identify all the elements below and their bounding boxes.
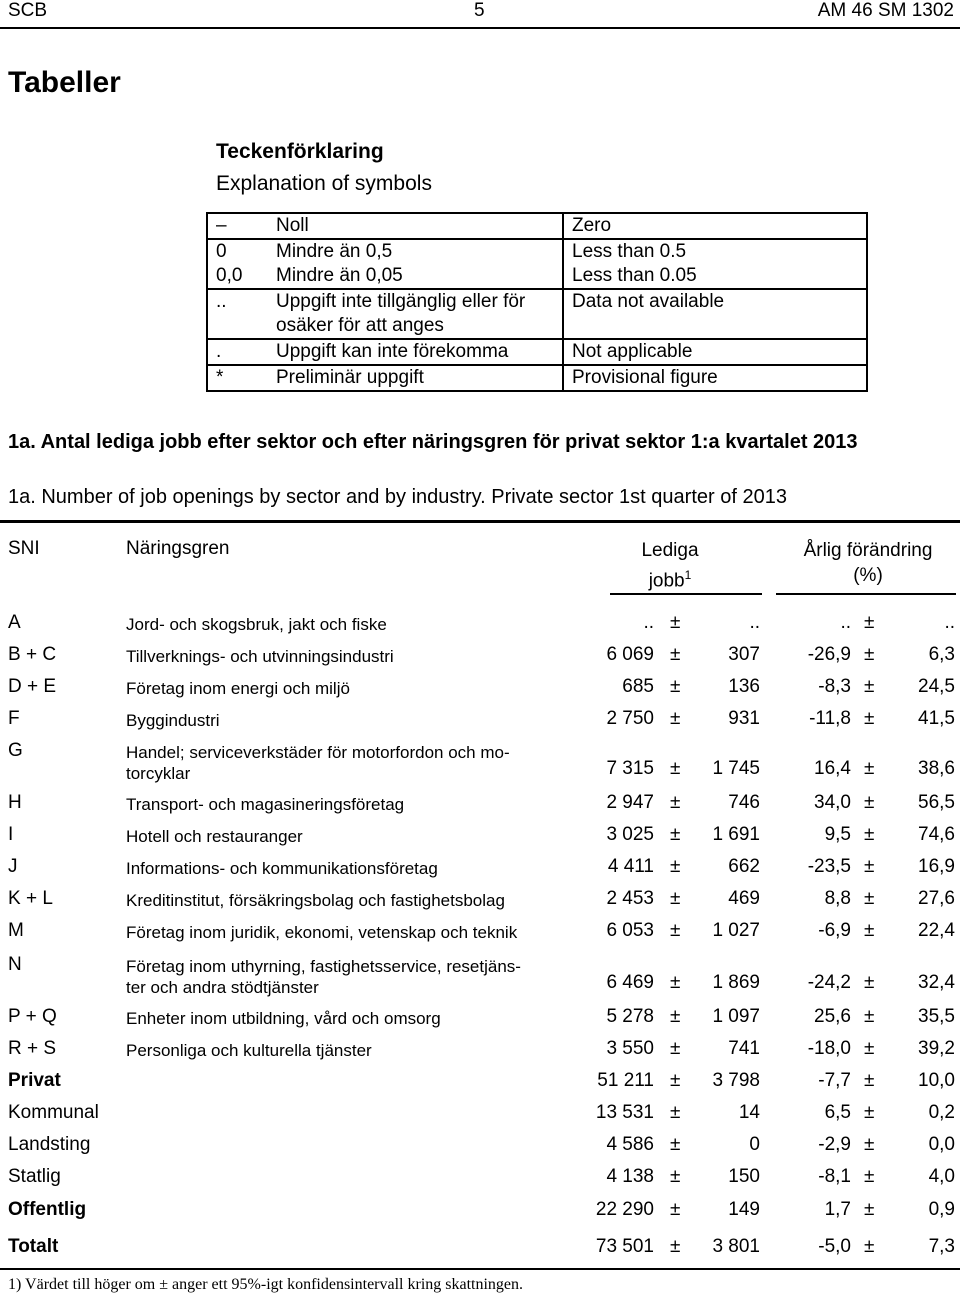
row-code: Kommunal bbox=[8, 1102, 99, 1123]
table-row bbox=[0, 856, 960, 888]
row-code: D + E bbox=[8, 676, 57, 697]
row-vacancies-ci: 662 bbox=[728, 856, 760, 877]
table-row bbox=[0, 824, 960, 856]
row-plusminus: ± bbox=[670, 856, 681, 877]
header-rule bbox=[0, 27, 960, 29]
row-plusminus: ± bbox=[864, 676, 875, 697]
row-vacancies: 4 586 bbox=[606, 1134, 654, 1155]
row-annual-change: 25,6 bbox=[814, 1006, 851, 1027]
row-vacancies-ci: 1 869 bbox=[712, 972, 760, 993]
row-change-ci: 16,9 bbox=[918, 856, 955, 877]
row-annual-change: .. bbox=[840, 612, 851, 633]
row-annual-change: -24,2 bbox=[807, 972, 851, 993]
footnote: 1) Värdet till höger om ± anger ett 95%-igt konfidensintervall kring skattningen. bbox=[8, 1276, 524, 1293]
row-plusminus: ± bbox=[864, 758, 875, 779]
row-vacancies: .. bbox=[643, 612, 654, 633]
row-change-ci: 41,5 bbox=[918, 708, 955, 729]
legend-text-en: Zero bbox=[563, 213, 867, 239]
row-vacancies-ci: 14 bbox=[738, 1102, 760, 1123]
table-row bbox=[0, 612, 960, 644]
legend-text-en: Less than 0.5 Less than 0.05 bbox=[563, 239, 867, 289]
row-change-ci: 10,0 bbox=[918, 1070, 955, 1091]
col-header-change-line2: (%) bbox=[853, 565, 883, 586]
table-row bbox=[0, 1134, 960, 1166]
row-change-ci: 22,4 bbox=[918, 920, 955, 941]
row-plusminus: ± bbox=[670, 1102, 681, 1123]
row-plusminus: ± bbox=[670, 824, 681, 845]
table-row bbox=[0, 708, 960, 740]
legend-text-sv: Uppgift kan inte förekomma bbox=[268, 339, 563, 365]
row-vacancies: 6 069 bbox=[606, 644, 654, 665]
legend-symbol: . bbox=[207, 339, 268, 365]
row-annual-change: -7,7 bbox=[818, 1070, 851, 1091]
row-vacancies: 4 411 bbox=[607, 856, 654, 877]
row-change-ci: .. bbox=[944, 612, 955, 633]
col-rule-change bbox=[776, 593, 956, 595]
row-code: M bbox=[8, 920, 24, 941]
row-annual-change: 34,0 bbox=[814, 792, 851, 813]
row-vacancies: 6 469 bbox=[606, 972, 654, 993]
legend-row bbox=[207, 365, 867, 391]
row-vacancies: 6 053 bbox=[606, 920, 654, 941]
row-vacancies: 4 138 bbox=[606, 1166, 654, 1187]
row-annual-change: -5,0 bbox=[818, 1236, 851, 1257]
row-plusminus: ± bbox=[864, 1102, 875, 1123]
row-industry-name: Företag inom energi och miljö bbox=[126, 679, 350, 698]
page-title: Tabeller bbox=[8, 66, 121, 99]
header-left: SCB bbox=[8, 0, 48, 21]
row-plusminus: ± bbox=[864, 824, 875, 845]
row-vacancies-ci: 746 bbox=[728, 792, 760, 813]
row-vacancies-ci: 931 bbox=[728, 708, 760, 729]
row-vacancies: 3 550 bbox=[606, 1038, 654, 1059]
row-vacancies: 2 750 bbox=[606, 708, 654, 729]
row-plusminus: ± bbox=[670, 920, 681, 941]
row-plusminus: ± bbox=[670, 676, 681, 697]
legend-text-en: Not applicable bbox=[563, 339, 867, 365]
row-industry-name: Informations- och kommunikationsföretag bbox=[126, 859, 438, 878]
row-vacancies: 685 bbox=[622, 676, 654, 697]
row-plusminus: ± bbox=[864, 1038, 875, 1059]
row-code: Statlig bbox=[8, 1166, 61, 1187]
row-vacancies-ci: 741 bbox=[728, 1038, 760, 1059]
row-plusminus: ± bbox=[864, 612, 875, 633]
row-change-ci: 24,5 bbox=[918, 676, 955, 697]
row-annual-change: -8,3 bbox=[818, 676, 851, 697]
row-plusminus: ± bbox=[864, 920, 875, 941]
table-row bbox=[0, 1006, 960, 1038]
table-row bbox=[0, 1102, 960, 1134]
row-code: P + Q bbox=[8, 1006, 57, 1027]
row-code: B + C bbox=[8, 644, 57, 665]
col-header-change bbox=[784, 538, 952, 588]
row-annual-change: 16,4 bbox=[814, 758, 851, 779]
table-title-sv: 1a. Antal lediga jobb efter sektor och efter näringsgren för privat sektor 1:a kvartalet 2013 bbox=[8, 431, 858, 453]
row-industry-name: Hotell och restauranger bbox=[126, 827, 303, 846]
row-plusminus: ± bbox=[864, 1006, 875, 1027]
row-plusminus: ± bbox=[670, 1199, 681, 1220]
row-code: A bbox=[8, 612, 21, 633]
row-vacancies: 13 531 bbox=[595, 1102, 654, 1123]
legend-row bbox=[207, 339, 867, 365]
row-change-ci: 0,2 bbox=[928, 1102, 955, 1123]
row-code: Landsting bbox=[8, 1134, 91, 1155]
row-industry-name: Företag inom juridik, ekonomi, vetenskap och teknik bbox=[126, 923, 518, 942]
table-title-en: 1a. Number of job openings by sector and by industry. Private sector 1st quarter of 2013 bbox=[8, 486, 787, 508]
legend-text-sv: Uppgift inte tillgänglig eller för osäker för att anges bbox=[268, 289, 563, 339]
row-change-ci: 0,9 bbox=[928, 1199, 955, 1220]
row-annual-change: -2,9 bbox=[818, 1134, 851, 1155]
legend-text-sv: Mindre än 0,5 Mindre än 0,05 bbox=[268, 239, 563, 289]
row-plusminus: ± bbox=[864, 1166, 875, 1187]
row-plusminus: ± bbox=[670, 644, 681, 665]
legend-title: Teckenförklaring bbox=[216, 140, 384, 163]
row-industry-name: Personliga och kulturella tjänster bbox=[126, 1041, 372, 1060]
header-right: AM 46 SM 1302 bbox=[817, 0, 954, 21]
row-plusminus: ± bbox=[864, 972, 875, 993]
legend-subtitle: Explanation of symbols bbox=[216, 172, 432, 195]
col-header-sni: SNI bbox=[8, 538, 40, 559]
table-row bbox=[0, 1166, 960, 1198]
row-industry-name: Kreditinstitut, försäkringsbolag och fastighetsbolag bbox=[126, 891, 505, 910]
table-row bbox=[0, 1236, 960, 1268]
table-row bbox=[0, 920, 960, 952]
row-vacancies-ci: 1 027 bbox=[712, 920, 760, 941]
footnote-marker: 1 bbox=[684, 568, 692, 582]
row-vacancies-ci: 0 bbox=[749, 1134, 760, 1155]
legend-row bbox=[207, 239, 867, 289]
row-industry-name: Företag inom uthyrning, fastighetsservice, resetjäns- ter och andra stödtjänster bbox=[126, 957, 521, 997]
row-vacancies: 51 211 bbox=[597, 1070, 654, 1091]
table-row bbox=[0, 1038, 960, 1070]
row-change-ci: 39,2 bbox=[918, 1038, 955, 1059]
row-annual-change: -8,1 bbox=[818, 1166, 851, 1187]
row-plusminus: ± bbox=[670, 792, 681, 813]
legend-table bbox=[206, 212, 868, 392]
row-plusminus: ± bbox=[864, 1134, 875, 1155]
row-industry-name: Enheter inom utbildning, vård och omsorg bbox=[126, 1009, 441, 1028]
page-number: 5 bbox=[474, 0, 485, 21]
row-plusminus: ± bbox=[864, 792, 875, 813]
row-plusminus: ± bbox=[864, 1199, 875, 1220]
row-vacancies-ci: 1 691 bbox=[712, 824, 760, 845]
row-code: G bbox=[8, 740, 23, 761]
row-change-ci: 56,5 bbox=[918, 792, 955, 813]
row-industry-name: Jord- och skogsbruk, jakt och fiske bbox=[126, 615, 387, 634]
table-row bbox=[0, 1199, 960, 1231]
row-annual-change: 9,5 bbox=[824, 824, 851, 845]
row-annual-change: -18,0 bbox=[807, 1038, 851, 1059]
row-change-ci: 35,5 bbox=[918, 1006, 955, 1027]
footer-rule bbox=[0, 1268, 960, 1270]
col-header-change-line1: Årlig förändring bbox=[803, 540, 933, 561]
row-code: H bbox=[8, 792, 22, 813]
row-vacancies-ci: 3 798 bbox=[712, 1070, 760, 1091]
table-row bbox=[0, 676, 960, 708]
row-vacancies-ci: 1 745 bbox=[712, 758, 760, 779]
row-change-ci: 38,6 bbox=[918, 758, 955, 779]
row-vacancies: 3 025 bbox=[606, 824, 654, 845]
table-row bbox=[0, 954, 960, 997]
row-annual-change: 6,5 bbox=[824, 1102, 851, 1123]
row-annual-change: 1,7 bbox=[824, 1199, 851, 1220]
row-plusminus: ± bbox=[670, 888, 681, 909]
row-plusminus: ± bbox=[670, 708, 681, 729]
row-plusminus: ± bbox=[670, 1134, 681, 1155]
col-header-vacancies-line2: jobb bbox=[648, 570, 685, 592]
row-vacancies: 5 278 bbox=[606, 1006, 654, 1027]
row-code: Privat bbox=[8, 1070, 61, 1091]
legend-symbol: .. bbox=[207, 289, 268, 339]
row-code: Totalt bbox=[8, 1236, 59, 1257]
row-annual-change: -26,9 bbox=[807, 644, 851, 665]
row-code: N bbox=[8, 954, 22, 975]
row-plusminus: ± bbox=[670, 758, 681, 779]
row-vacancies-ci: 469 bbox=[728, 888, 760, 909]
row-plusminus: ± bbox=[864, 1070, 875, 1091]
row-industry-name: Handel; serviceverkstäder för motorfordon och mo- torcyklar bbox=[126, 743, 510, 783]
col-header-vacancies bbox=[620, 538, 720, 593]
row-change-ci: 7,3 bbox=[928, 1236, 955, 1257]
row-vacancies: 2 947 bbox=[606, 792, 654, 813]
row-code: F bbox=[8, 708, 20, 729]
row-vacancies-ci: 1 097 bbox=[712, 1006, 760, 1027]
row-change-ci: 6,3 bbox=[928, 644, 955, 665]
col-rule-vacancies bbox=[610, 593, 762, 595]
row-plusminus: ± bbox=[670, 972, 681, 993]
row-change-ci: 32,4 bbox=[918, 972, 955, 993]
col-header-industry: Näringsgren bbox=[126, 538, 230, 559]
legend-text-en: Data not available bbox=[563, 289, 867, 339]
row-code: I bbox=[8, 824, 14, 845]
row-code: Offentlig bbox=[8, 1199, 87, 1220]
table-row bbox=[0, 644, 960, 676]
row-plusminus: ± bbox=[670, 1070, 681, 1091]
row-plusminus: ± bbox=[670, 1236, 681, 1257]
row-vacancies: 22 290 bbox=[595, 1199, 654, 1220]
row-vacancies-ci: 307 bbox=[728, 644, 760, 665]
row-plusminus: ± bbox=[670, 1038, 681, 1059]
row-industry-name: Transport- och magasineringsföretag bbox=[126, 795, 405, 814]
row-change-ci: 4,0 bbox=[928, 1166, 955, 1187]
row-plusminus: ± bbox=[864, 708, 875, 729]
row-change-ci: 27,6 bbox=[918, 888, 955, 909]
legend-symbol: * bbox=[207, 365, 268, 391]
row-vacancies: 2 453 bbox=[606, 888, 654, 909]
row-annual-change: -6,9 bbox=[818, 920, 851, 941]
row-change-ci: 0,0 bbox=[928, 1134, 955, 1155]
row-annual-change: 8,8 bbox=[824, 888, 851, 909]
row-annual-change: -11,8 bbox=[809, 708, 851, 729]
row-plusminus: ± bbox=[864, 888, 875, 909]
row-plusminus: ± bbox=[864, 644, 875, 665]
row-code: K + L bbox=[8, 888, 53, 909]
row-vacancies-ci: 149 bbox=[728, 1199, 760, 1220]
legend-row bbox=[207, 213, 867, 239]
row-vacancies-ci: 3 801 bbox=[712, 1236, 760, 1257]
row-vacancies-ci: 136 bbox=[728, 676, 760, 697]
row-industry-name: Tillverknings- och utvinningsindustri bbox=[126, 647, 394, 666]
row-vacancies-ci: .. bbox=[749, 612, 760, 633]
row-plusminus: ± bbox=[864, 1236, 875, 1257]
table-row bbox=[0, 1070, 960, 1102]
table-row bbox=[0, 792, 960, 824]
legend-row bbox=[207, 289, 867, 339]
row-change-ci: 74,6 bbox=[918, 824, 955, 845]
legend-symbol: 0 0,0 bbox=[207, 239, 268, 289]
row-code: J bbox=[8, 856, 18, 877]
row-vacancies: 7 315 bbox=[606, 758, 654, 779]
row-vacancies: 73 501 bbox=[595, 1236, 654, 1257]
row-plusminus: ± bbox=[670, 1166, 681, 1187]
table-row bbox=[0, 888, 960, 920]
row-code: R + S bbox=[8, 1038, 57, 1059]
title-rule bbox=[0, 520, 960, 523]
row-industry-name: Byggindustri bbox=[126, 711, 220, 730]
legend-text-sv: Noll bbox=[268, 213, 563, 239]
row-plusminus: ± bbox=[670, 1006, 681, 1027]
table-row bbox=[0, 740, 960, 783]
col-header-vacancies-line1: Lediga bbox=[641, 540, 699, 561]
row-plusminus: ± bbox=[864, 856, 875, 877]
row-annual-change: -23,5 bbox=[807, 856, 851, 877]
row-plusminus: ± bbox=[670, 612, 681, 633]
legend-text-sv: Preliminär uppgift bbox=[268, 365, 563, 391]
legend-symbol: – bbox=[207, 213, 268, 239]
legend-text-en: Provisional figure bbox=[563, 365, 867, 391]
row-vacancies-ci: 150 bbox=[728, 1166, 760, 1187]
